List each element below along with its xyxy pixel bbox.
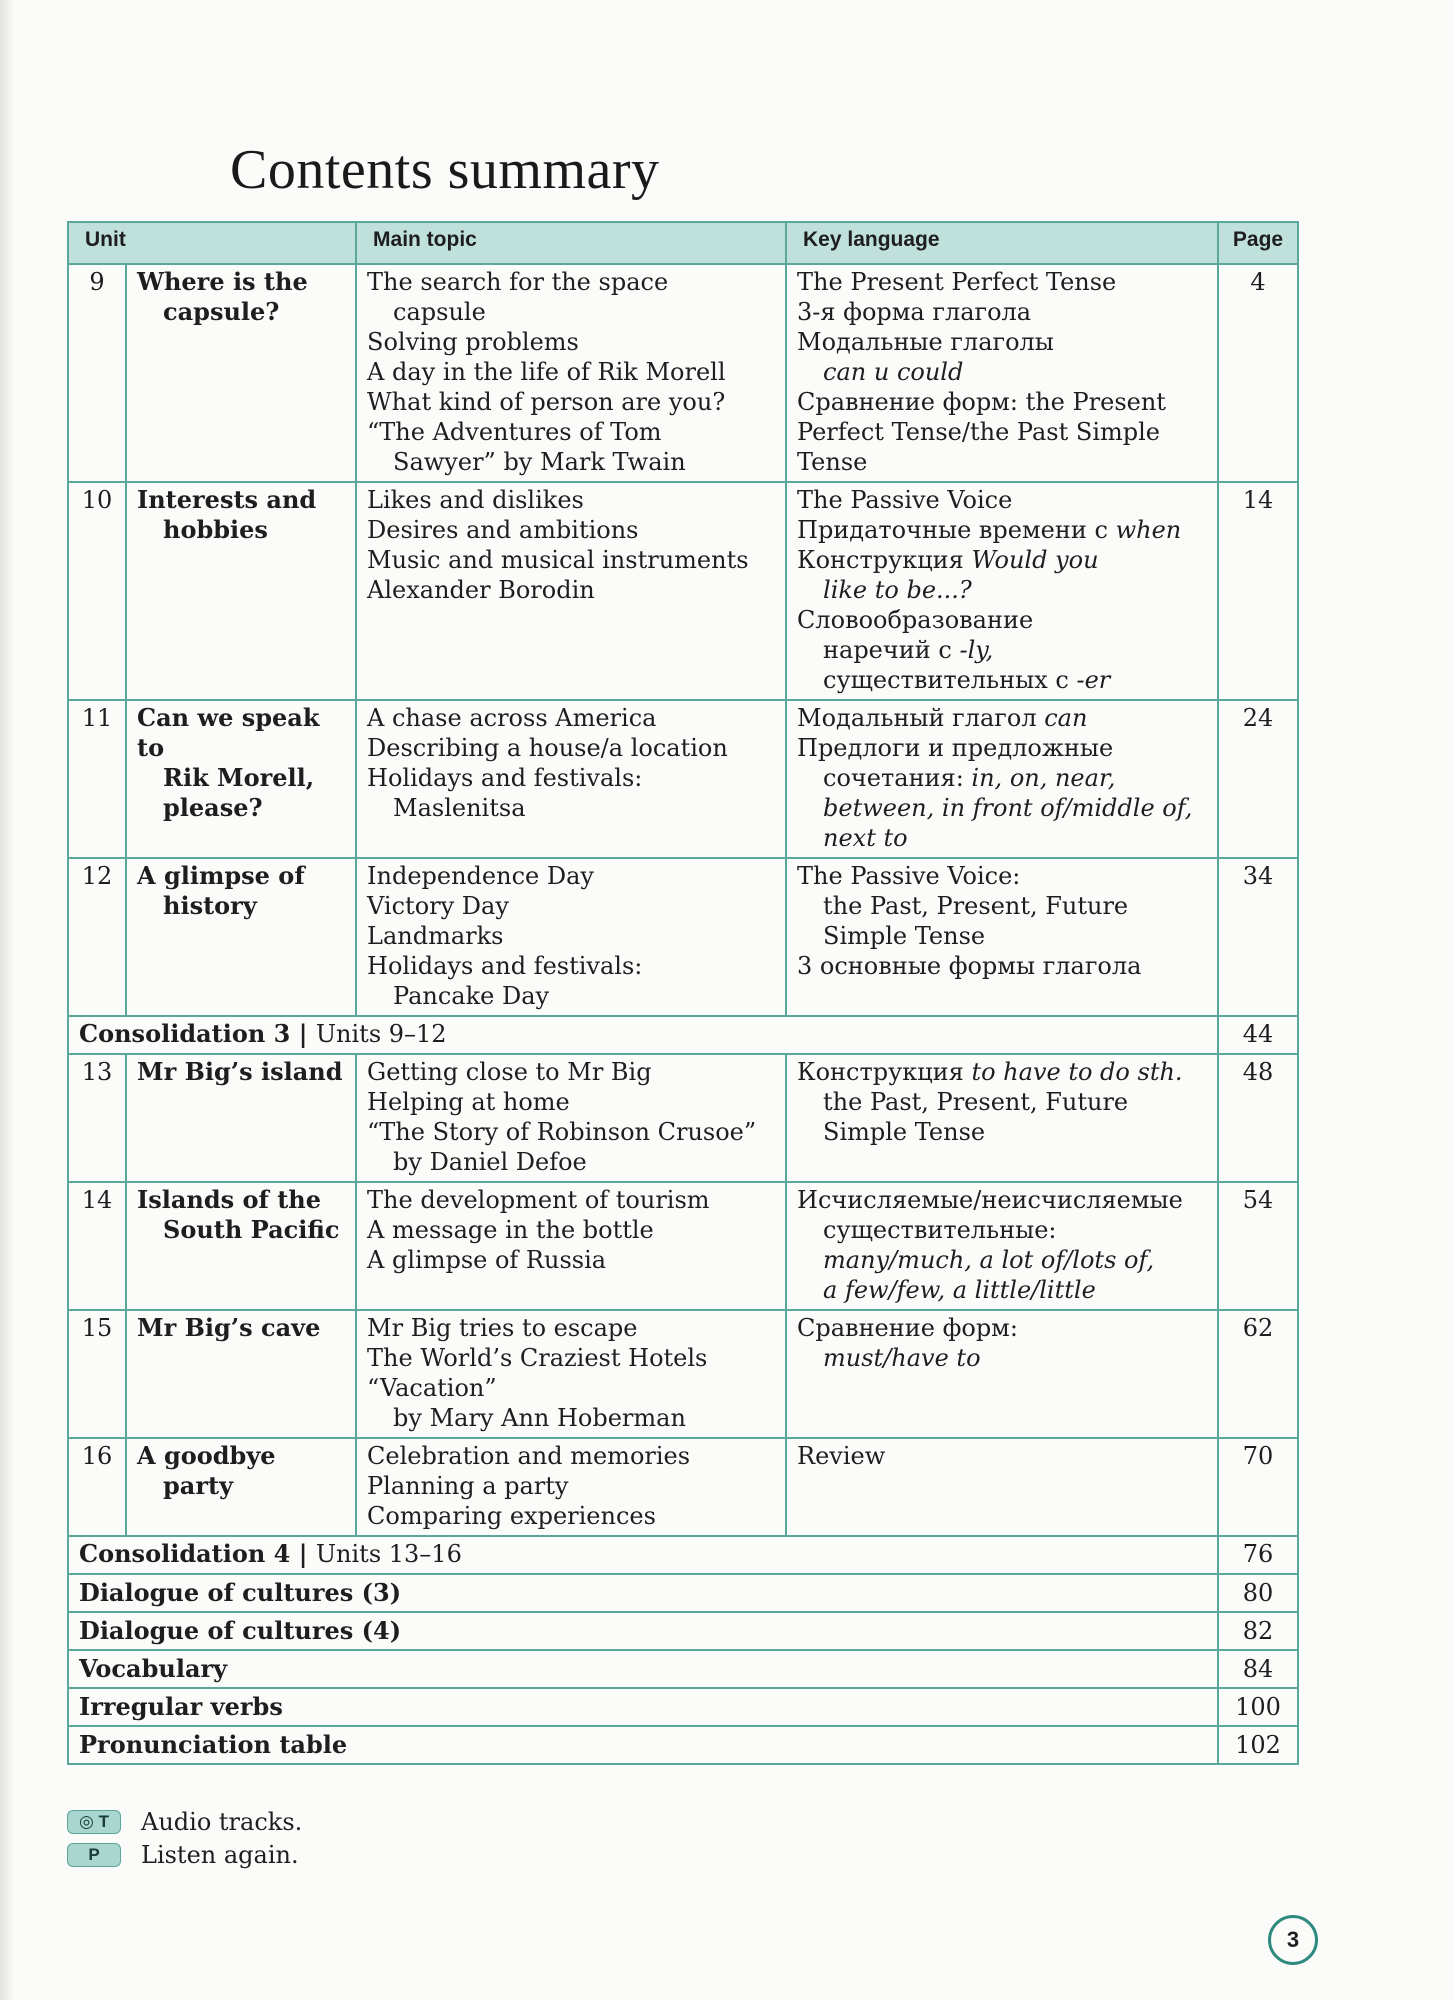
unit-title: Where is the capsule? bbox=[126, 264, 356, 482]
consolidation-page: 44 bbox=[1218, 1016, 1298, 1054]
contents-table bbox=[67, 221, 1299, 1765]
unit-key-language: The Passive Voice Придаточные времени с when Конструкция Would you like to be...? Словообразование наречий с -ly, существительных с -er bbox=[786, 482, 1218, 700]
audio-track-icon: ◎ T bbox=[67, 1810, 121, 1834]
unit-number: 16 bbox=[68, 1438, 126, 1536]
extra-row-dialogue-4 bbox=[68, 1612, 1298, 1650]
unit-title: Mr Big’s cave bbox=[126, 1310, 356, 1438]
extra-label: Dialogue of cultures (3) bbox=[68, 1574, 1218, 1612]
consolidation-page: 76 bbox=[1218, 1536, 1298, 1574]
unit-topics: Mr Big tries to escape The World’s Craziest Hotels “Vacation” by Mary Ann Hoberman bbox=[356, 1310, 786, 1438]
unit-topics: Likes and dislikes Desires and ambitions Music and musical instruments Alexander Borodin bbox=[356, 482, 786, 700]
extra-page: 84 bbox=[1218, 1650, 1298, 1688]
unit-number: 15 bbox=[68, 1310, 126, 1438]
unit-number: 9 bbox=[68, 264, 126, 482]
unit-key-language: Исчисляемые/неисчисляемые существительные: many/much, a lot of/lots of, a few/few, a little/little bbox=[786, 1182, 1218, 1310]
consolidation-label: Consolidation 4 | Units 13–16 bbox=[68, 1536, 1218, 1574]
unit-row-10 bbox=[68, 482, 1298, 700]
unit-row-12 bbox=[68, 858, 1298, 1016]
unit-topics: Independence Day Victory Day Landmarks Holidays and festivals: Pancake Day bbox=[356, 858, 786, 1016]
legend-text: Audio tracks. bbox=[141, 1808, 303, 1836]
unit-row-15 bbox=[68, 1310, 1298, 1438]
legend-listen bbox=[67, 1841, 299, 1869]
extra-page: 102 bbox=[1218, 1726, 1298, 1764]
unit-page: 14 bbox=[1218, 482, 1298, 700]
unit-topics: A chase across America Describing a house/a location Holidays and festivals: Maslenitsa bbox=[356, 700, 786, 858]
unit-number: 13 bbox=[68, 1054, 126, 1182]
unit-topics: The development of tourism A message in the bottle A glimpse of Russia bbox=[356, 1182, 786, 1310]
extra-row-vocabulary bbox=[68, 1650, 1298, 1688]
unit-number: 14 bbox=[68, 1182, 126, 1310]
unit-page: 62 bbox=[1218, 1310, 1298, 1438]
legend-text: Listen again. bbox=[141, 1841, 299, 1869]
page-title: Contents summary bbox=[230, 139, 660, 201]
extra-page: 100 bbox=[1218, 1688, 1298, 1726]
page-edge-shadow bbox=[0, 0, 14, 2000]
unit-number: 12 bbox=[68, 858, 126, 1016]
listen-again-icon: P bbox=[67, 1843, 121, 1867]
unit-topics: The search for the space capsule Solving problems A day in the life of Rik Morell What kind of person are you? “The Adventures of Tom Sawyer” by Mark Twain bbox=[356, 264, 786, 482]
unit-row-16 bbox=[68, 1438, 1298, 1536]
page-number: 3 bbox=[1268, 1915, 1318, 1965]
unit-key-language: The Passive Voice: the Past, Present, Future Simple Tense 3 основные формы глагола bbox=[786, 858, 1218, 1016]
unit-page: 70 bbox=[1218, 1438, 1298, 1536]
unit-title: A goodbye party bbox=[126, 1438, 356, 1536]
unit-key-language: Модальный глагол can Предлоги и предложные сочетания: in, on, near, between, in front of/middle of, next to bbox=[786, 700, 1218, 858]
header-page: Page bbox=[1218, 222, 1298, 264]
extra-page: 80 bbox=[1218, 1574, 1298, 1612]
unit-number: 11 bbox=[68, 700, 126, 858]
unit-title: Mr Big’s island bbox=[126, 1054, 356, 1182]
unit-row-9 bbox=[68, 264, 1298, 482]
unit-page: 24 bbox=[1218, 700, 1298, 858]
unit-title: Islands of the South Pacific bbox=[126, 1182, 356, 1310]
unit-title: Interests and hobbies bbox=[126, 482, 356, 700]
table-header-row bbox=[68, 222, 1298, 264]
unit-topics: Getting close to Mr Big Helping at home “The Story of Robinson Crusoe” by Daniel Defoe bbox=[356, 1054, 786, 1182]
unit-key-language: Сравнение форм: must/have to bbox=[786, 1310, 1218, 1438]
header-main-topic: Main topic bbox=[356, 222, 786, 264]
extra-row-pronunciation bbox=[68, 1726, 1298, 1764]
consolidation-label: Consolidation 3 | Units 9–12 bbox=[68, 1016, 1218, 1054]
unit-row-13 bbox=[68, 1054, 1298, 1182]
unit-page: 34 bbox=[1218, 858, 1298, 1016]
unit-topics: Celebration and memories Planning a party Comparing experiences bbox=[356, 1438, 786, 1536]
header-key-language: Key language bbox=[786, 222, 1218, 264]
extra-label: Dialogue of cultures (4) bbox=[68, 1612, 1218, 1650]
unit-page: 54 bbox=[1218, 1182, 1298, 1310]
unit-row-14 bbox=[68, 1182, 1298, 1310]
extra-row-irregular-verbs bbox=[68, 1688, 1298, 1726]
unit-key-language: Конструкция to have to do sth. the Past, Present, Future Simple Tense bbox=[786, 1054, 1218, 1182]
unit-title: Can we speak to Rik Morell, please? bbox=[126, 700, 356, 858]
extra-label: Irregular verbs bbox=[68, 1688, 1218, 1726]
unit-row-11 bbox=[68, 700, 1298, 858]
legend-audio bbox=[67, 1808, 302, 1836]
extra-label: Pronunciation table bbox=[68, 1726, 1218, 1764]
unit-key-language: The Present Perfect Tense 3-я форма глагола Модальные глаголы can и could Сравнение форм: the Present Perfect Tense/the Past Simple Tense bbox=[786, 264, 1218, 482]
unit-title: A glimpse of history bbox=[126, 858, 356, 1016]
extra-row-dialogue-3 bbox=[68, 1574, 1298, 1612]
consolidation-row-4 bbox=[68, 1536, 1298, 1574]
unit-key-language: Review bbox=[786, 1438, 1218, 1536]
unit-page: 48 bbox=[1218, 1054, 1298, 1182]
header-unit: Unit bbox=[68, 222, 356, 264]
extra-label: Vocabulary bbox=[68, 1650, 1218, 1688]
unit-page: 4 bbox=[1218, 264, 1298, 482]
unit-number: 10 bbox=[68, 482, 126, 700]
consolidation-row-3 bbox=[68, 1016, 1298, 1054]
extra-page: 82 bbox=[1218, 1612, 1298, 1650]
